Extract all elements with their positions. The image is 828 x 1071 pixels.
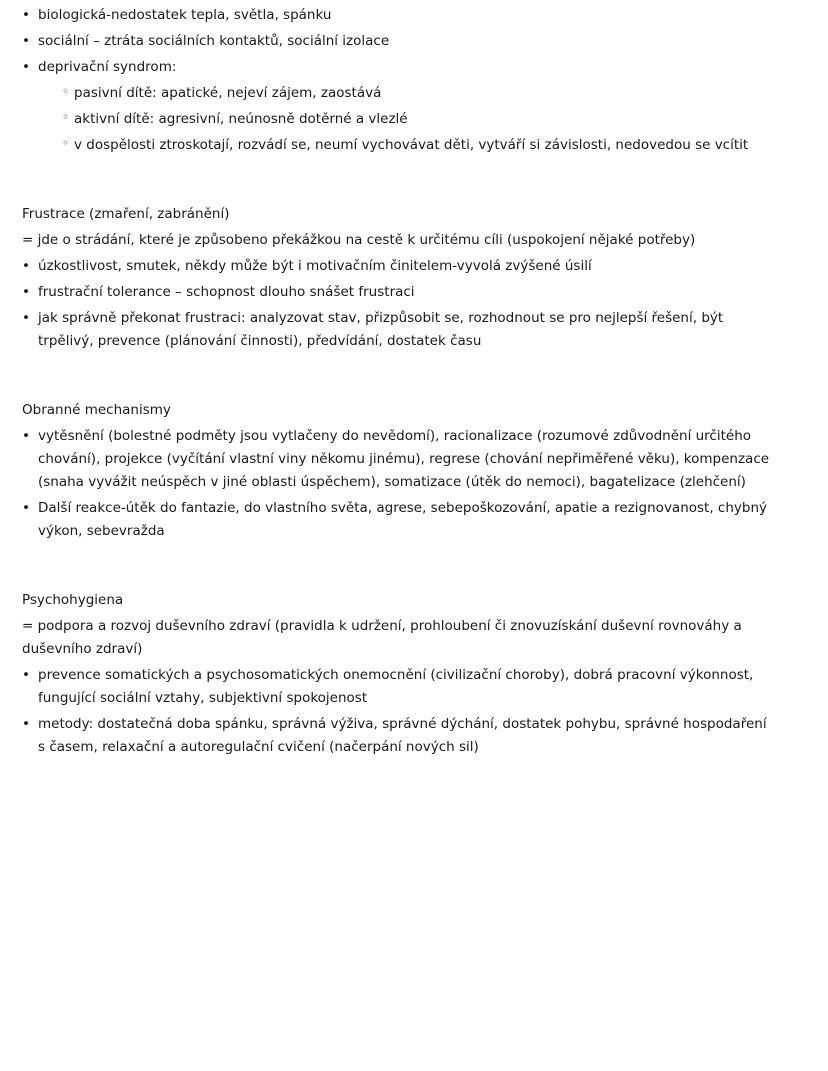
bullet-text: metody: dostatečná doba spánku, správná výživa, správné dýchání, dostatek pohybu, správné hospodaření s časem, relaxační a autoregulační cvičení (načerpání nových sil) — [38, 716, 767, 755]
bullet-icon: • — [22, 428, 30, 444]
bullet-list — [22, 4, 774, 157]
bullet-item — [22, 497, 774, 543]
sub-bullet-text: aktivní dítě: agresivní, neúnosně dotěrné a vlezlé — [74, 111, 408, 127]
sub-bullet-icon: ◦ — [62, 84, 70, 98]
bullet-item — [22, 664, 774, 710]
bullet-item — [22, 307, 774, 353]
bullet-text: prevence somatických a psychosomatických onemocnění (civilizační choroby), dobrá pracovní výkonnost, fungující sociální vztahy, subjektivní spokojenost — [38, 667, 754, 706]
sub-bullet-text: v dospělosti ztroskotají, rozvádí se, neumí vychovávat děti, vytváří si závislosti, nedovedou se vcítit — [74, 137, 749, 153]
section-title: Psychohygiena — [22, 592, 124, 608]
sub-bullet-item — [62, 108, 774, 131]
bullet-item — [22, 4, 774, 27]
sub-bullet-list — [62, 82, 774, 157]
sub-bullet-item — [62, 134, 774, 157]
section-title: Obranné mechanismy — [22, 402, 171, 418]
bullet-item — [22, 425, 774, 494]
bullet-item — [22, 56, 774, 79]
bullet-text: frustrační tolerance – schopnost dlouho snášet frustraci — [38, 284, 415, 300]
notes-content — [22, 4, 774, 759]
bullet-icon: • — [22, 258, 30, 274]
bullet-item — [22, 255, 774, 278]
section-lead: = jde o strádání, které je způsobeno překážkou na cestě k určitému cíli (uspokojení nějaké potřeby) — [22, 232, 696, 248]
bullet-icon: • — [22, 500, 30, 516]
bullet-item — [22, 30, 774, 53]
bullet-icon: • — [22, 7, 30, 23]
bullet-icon: • — [22, 667, 30, 683]
sub-bullet-icon: ◦ — [62, 110, 70, 124]
section-lead: = podpora a rozvoj duševního zdraví (pravidla k udržení, prohloubení či znovuzískání duševní rovnováhy a duševního zdraví) — [22, 618, 742, 657]
sub-bullet-text: pasivní dítě: apatické, nejeví zájem, zaostává — [74, 85, 382, 101]
bullet-text: vytěsnění (bolestné podměty jsou vytlačeny do nevědomí), racionalizace (rozumové zdůvodnění určitého chování), projekce (vyčítání vlastní viny někomu jinému), regrese (chování nepřiměřené věku), kompenzace (snaha vyvážit neúspěch v jiné oblasti úspěchem), somatizace (útěk do nemoci), bagatelizace (zlehčení) — [38, 428, 770, 490]
bullet-text: sociální – ztráta sociálních kontaktů, sociální izolace — [38, 33, 390, 49]
bullet-icon: • — [22, 59, 30, 75]
bullet-text: deprivační syndrom: — [38, 59, 177, 75]
bullet-text: Další reakce-útěk do fantazie, do vlastního světa, agrese, sebepoškozování, apatie a rezignovanost, chybný výkon, sebevražda — [38, 500, 768, 539]
bullet-text: biologická-nedostatek tepla, světla, spánku — [38, 7, 332, 23]
sub-bullet-icon: ◦ — [62, 136, 70, 150]
section — [22, 203, 774, 353]
bullet-list — [22, 425, 774, 543]
bullet-item — [22, 281, 774, 304]
section — [22, 399, 774, 543]
section — [22, 4, 774, 157]
bullet-list — [22, 664, 774, 759]
bullet-text: úzkostlivost, smutek, někdy může být i motivačním činitelem-vyvolá zvýšené úsilí — [38, 258, 592, 274]
section-title: Frustrace (zmaření, zabránění) — [22, 206, 230, 222]
bullet-item — [22, 713, 774, 759]
sub-bullet-item — [62, 82, 774, 105]
bullet-text: jak správně překonat frustraci: analyzovat stav, přizpůsobit se, rozhodnout se pro nejlepší řešení, být trpělivý, prevence (plánování činnosti), předvídání, dostatek času — [38, 310, 724, 349]
bullet-icon: • — [22, 310, 30, 326]
bullet-icon: • — [22, 284, 30, 300]
bullet-list — [22, 255, 774, 353]
bullet-icon: • — [22, 33, 30, 49]
bullet-icon: • — [22, 716, 30, 732]
section — [22, 589, 774, 759]
